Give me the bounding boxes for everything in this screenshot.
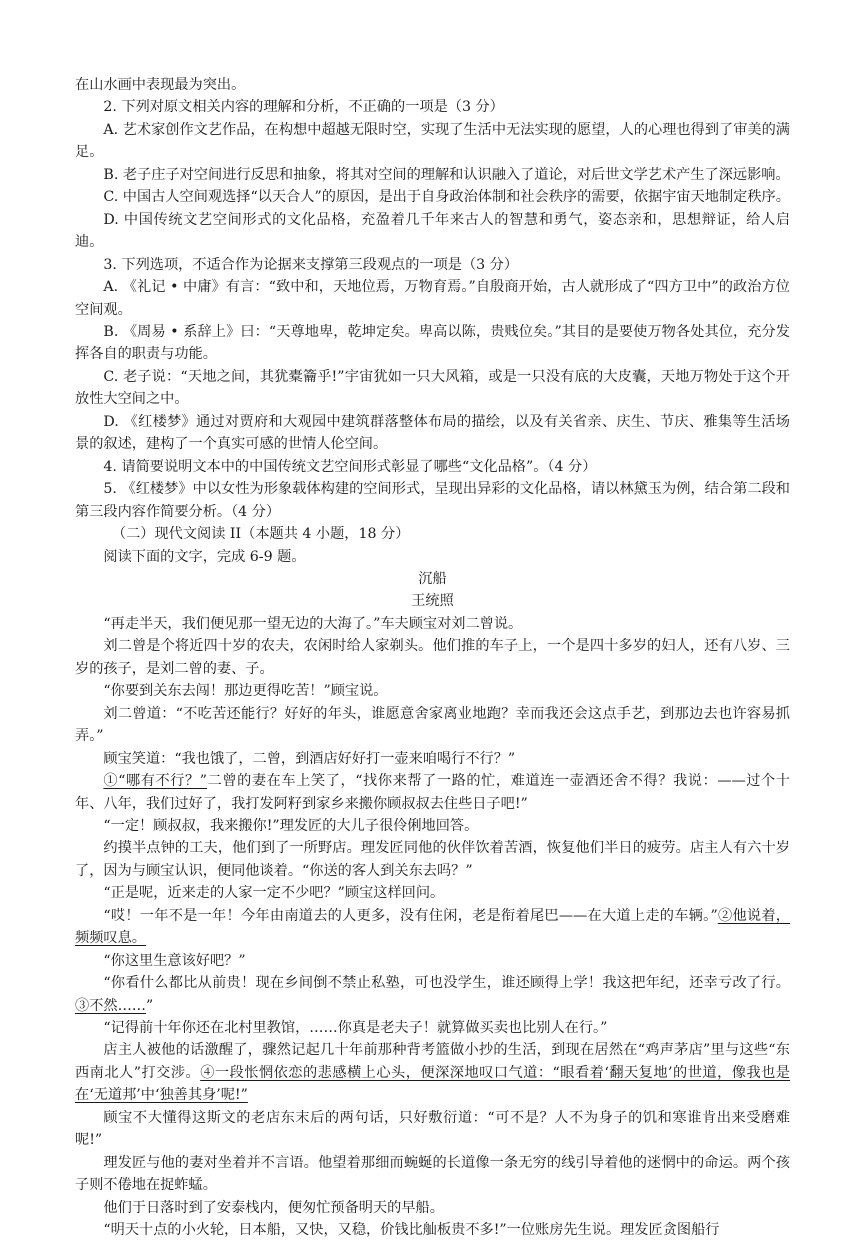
question-3-option-a: A. 《礼记 • 中庸》有言：“致中和，天地位焉，万物育焉。”自殷商开始，古人就形成了“四方卫中”的政治方位空间观。 [75, 279, 790, 318]
story-paragraph-2: 刘二曾是个将近四十岁的农夫，农闲时给人家剃头。他们推的车子上，一个是四十多岁的妇人，还有八岁、三岁的孩子，是刘二曾的妻、子。 [75, 638, 790, 677]
question-3-stem: 3. 下列选项，不适合作为论据来支撑第三段观点的一项是（3 分） [103, 256, 519, 273]
story-paragraph-6-rest: 二曾的妻在车上笑了，“找你来帮了一路的忙，难道连一壶酒还舍不得？我说：——过个十年、八年，我们过好了，我打发阿籽到家乡来搬你顾叔叔去住些日子吧!” [75, 773, 790, 812]
paragraph-tail: 在山水画中表现最为突出。 [75, 77, 246, 93]
question-5: 5. 《红楼梦》中以女性为形象载体构建的空间形式，呈现出异彩的文化品格，请以林黛玉为例，结合第二段和第三段内容作简要分析。（4 分） [75, 481, 790, 520]
story-paragraph-13: “记得前十年你还在北村里教馆，……你真是老夫子！就算做买卖也比别人在行。” [103, 1020, 608, 1037]
question-2-stem: 2. 下列对原文相关内容的理解和分析，不正确的一项是（3 分） [103, 99, 504, 116]
story-author: 王统照 [411, 593, 454, 610]
section-heading: （二）现代文阅读 II（本题共 4 小题，18 分） [111, 526, 410, 543]
story-paragraph-3: “你要到关东去闯！那边更得吃苦！”顾宝说。 [103, 683, 388, 700]
story-paragraph-5: 顾宝笑道：“我也饿了，二曾，到酒店好好打一壶来咱喝行不行？” [103, 750, 516, 767]
story-paragraph-12-text: “你看什么都比从前贵！现在乡间倒不禁止私塾，可也没学生，谁还顾得上学！我这把年纪，还幸亏改了行。 [103, 975, 790, 992]
story-paragraph-17: 他们于日落时到了安泰栈内，便匆忙预备明天的早船。 [103, 1199, 444, 1216]
story-paragraph-18: “明天十点的小火轮，日本船，又快，又稳，价钱比舢板贵不多!”一位账房先生说。理发匠贪图船行 [103, 1222, 720, 1239]
underlined-sentence-1: ①“哪有不行？” [103, 773, 208, 790]
question-2-option-c: C. 中国古人空间观选择“以天合人”的原因，是出于自身政治体制和社会秩序的需要，依据宇宙天地制定秩序。 [103, 189, 790, 206]
story-paragraph-9: “正是呢，近来走的人家一定不少吧？”顾宝这样回问。 [103, 885, 445, 902]
story-paragraph-12 [75, 972, 790, 1017]
story-paragraph-10-text: “哎！一年不是一年！今年由南道去的人更多，没有住闲，老是衔着尾巴——在大道上走的车辆。” [103, 907, 718, 924]
question-4: 4. 请简要说明文本中的中国传统文艺空间形式彰显了哪些“文化品格”。（4 分） [103, 458, 597, 475]
story-paragraph-10 [75, 905, 790, 950]
story-paragraph-15: 顾宝不大懂得这斯文的老店东末后的两句话，只好敷衍道：“可不是？人不为身子的饥和寒谁肯出来受磨难呢!” [75, 1109, 790, 1149]
underlined-sentence-2: ②他说着，频频叹息。 [75, 907, 790, 947]
question-3-option-d: D. 《红楼梦》通过对贾府和大观园中建筑群落整体布局的描绘，以及有关省亲、庆生、节庆、雅集等生活场景的叙述，建构了一个真实可感的世情人伦空间。 [75, 413, 790, 453]
question-2-option-a: A. 艺术家创作文艺作品，在构想中超越无限时空，实现了生活中无法实现的愿望，人的心理也得到了审美的满足。 [75, 121, 790, 161]
question-2-option-b: B. 老子庄子对空间进行反思和抽象，将其对空间的理解和认识融入了道论，对后世文学艺术产生了深远影响。 [103, 166, 790, 183]
story-paragraph-14-text: 店主人被他的话激醒了，骤然记起几十年前那种背考篮做小抄的生活，到现在居然在“鸡声茅店”里与这些“东西南北人”打交涉。 [75, 1042, 790, 1081]
story-paragraph-7: “一定！顾叔叔，我来搬你!”理发匠的大儿子很伶俐地回答。 [103, 817, 479, 834]
question-3-option-c: C. 老子说：“天地之间，其犹橐籥乎!”宇宙犹如一只大风箱，或是一只没有底的大皮囊，天地万物处于这个开放性大空间之中。 [75, 368, 790, 408]
story-paragraph-12-end: ” [145, 997, 154, 1014]
story-title: 沉船 [418, 570, 447, 587]
story-paragraph-4: 刘二曾道：“不吃苦还能行？好好的年头，谁愿意舍家离业地跑？幸而我还会这点手艺，到那边去也许容易抓弄。” [75, 705, 790, 745]
story-paragraph-14 [75, 1039, 790, 1106]
story-paragraph-1: “再走半天，我们便见那一望无边的大海了。”车夫顾宝对刘二曾说。 [103, 615, 523, 632]
story-paragraph-11: “你这里生意该好吧？” [103, 952, 246, 969]
story-paragraph-16: 理发匠与他的妻对坐着并不言语。他望着那细而蜿蜒的长道像一条无穷的线引导着他的迷惘中的命运。两个孩子则不倦地在捉蚱蜢。 [75, 1154, 790, 1194]
section-instruction: 阅读下面的文字，完成 6-9 题。 [103, 548, 306, 565]
question-2-option-d: D. 中国传统文艺空间形式的文化品格，充盈着几千年来古人的智慧和勇气，姿态亲和，思想辩证，给人启迪。 [75, 211, 790, 251]
underlined-sentence-4: ④一段怅惘依恋的悲感横上心头，便深深地叹口气道：“眼看着‘翻天复地’的世道，像我也是在‘无道邦’中‘独善其身’呢!” [75, 1064, 790, 1104]
story-paragraph-6 [75, 770, 790, 815]
question-3-option-b: B. 《周易 • 系辞上》曰：“天尊地卑，乾坤定矣。卑高以陈，贵贱位矣。”其目的是要使万物各处其位，充分发挥各自的职责与功能。 [75, 323, 790, 363]
underlined-sentence-3: ③不然…… [75, 997, 146, 1014]
story-paragraph-8: 约摸半点钟的工夫，他们到了一所野店。理发匠同他的伙伴饮着苦酒，恢复他们半日的疲劳。店主人有六十岁了，因为与顾宝认识，便同他谈着。“你送的客人到关东去吗？” [75, 840, 790, 879]
